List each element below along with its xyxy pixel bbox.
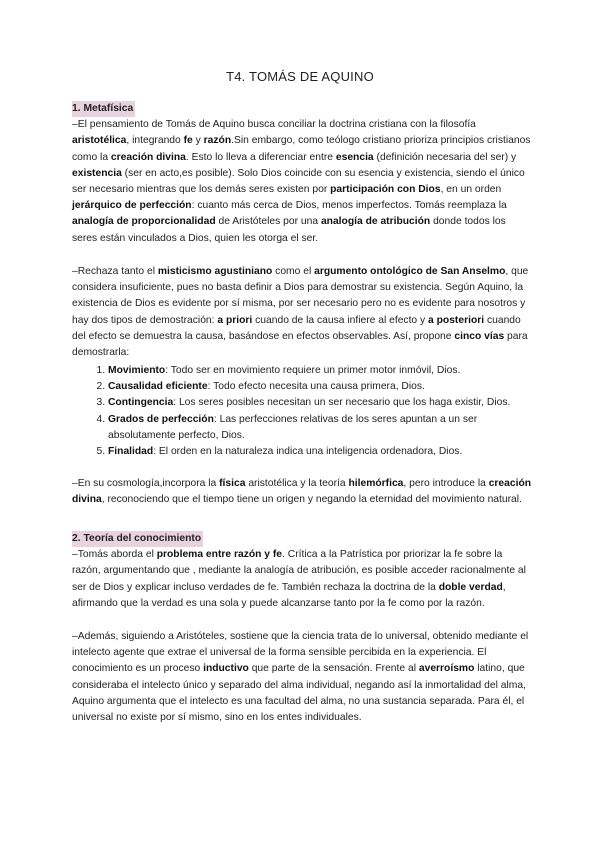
paragraph: –Tomás aborda el problema entre razón y fe. Crítica a la Patrística por priorizar la fe sobre la razón, argumentando que , mediante la analogía de atribución, es posible acceder racionalmente al ser de Dios y explicar incluso verdades de fe. También rechaza la doctrina de la doble verdad, afirmando que la verdad es una sola y puede alcanzarse tanto por la fe como por la razón.	[72, 549, 526, 609]
document-title: T4. TOMÁS DE AQUINO	[226, 69, 374, 84]
section-heading: 1. Metafísica	[72, 101, 135, 117]
paragraph-universal	[72, 629, 532, 726]
list-item: 1. Movimiento: Todo ser en movimiento requiere un primer motor inmóvil, Dios.	[108, 363, 532, 379]
list-item: 2. Causalidad eficiente: Todo efecto necesita una causa primera, Dios.	[108, 379, 532, 395]
paragraph: –Rechaza tanto el misticismo agustiniano como el argumento ontológico de San Anselmo, que considera insuficiente, pues no basta definir a Dios para demostrar su existencia. Según Aquino, la existencia de Dios es evidente por sí misma, por ser necesario pero no es evidente para nosotros y hay dos tipos de demostración: a priori cuando de la causa infiere al efecto y a posteriori cuando del efecto se demuestra la causa, basándose en efectos observables. Así, propone cinco vías para demostrarla:	[72, 266, 529, 359]
section-heading: 2. Teoría del conocimiento	[72, 531, 203, 547]
paragraph: –Además, siguiendo a Aristóteles, sostiene que la ciencia trata de lo universal, obtenido mediante el intelecto agente que extrae el universal de la forma sensible percibida en la experiencia. El conocimiento es un proceso inductivo que parte de la sensación. Frente al averroísmo latino, que consideraba el intelecto único y separado del alma individual, negando así la inmortalidad del alma, Aquino argumenta que el intelecto es una facultad del alma, no una sustancia separada. Para él, el universal no existe por sí mismo, sino en los entes individuales.	[72, 631, 529, 724]
paragraph: –El pensamiento de Tomás de Aquino busca conciliar la doctrina cristiana con la filosofía aristotélica, integrando fe y razón.Sin embargo, como teólogo cristiano prioriza principios cristianos como la creación divina. Esto lo lleva a diferenciar entre esencia (definición necesaria del ser) y existencia (ser en acto,es posible). Solo Dios coincide con su esencia y existencia, siendo el único ser necesario mientras que los demás seres existen por participación con Dios, en un orden jerárquico de perfección: cuanto más cerca de Dios, menos imperfectos. Tomás reemplaza la analogía de proporcionalidad de Aristóteles por una analogía de atribución donde todos los seres están vinculados a Dios, quien les otorga el ser.	[72, 119, 531, 244]
paragraph: –En su cosmología,incorpora la física aristotélica y la teoría hilemórfica, pero introduce la creación divina, reconociendo que el tiempo tiene un origen y negando la eternidad del movimiento natural.	[72, 478, 532, 506]
paragraph-cinco-vias-intro	[72, 264, 532, 361]
cinco-vias-list	[72, 363, 532, 460]
list-item: 3. Contingencia: Los seres posibles necesitan un ser necesario que los haga existir, Dios.	[108, 395, 532, 411]
paragraph-cosmologia	[72, 476, 532, 508]
list-item: 4. Grados de perfección: Las perfecciones relativas de los seres apuntan a un ser absolutamente perfecto, Dios.	[108, 412, 532, 444]
section-teoria-conocimiento	[72, 531, 532, 612]
list-item: 5. Finalidad: El orden en la naturaleza indica una inteligencia ordenadora, Dios.	[108, 444, 532, 460]
section-metafisica	[72, 101, 532, 247]
